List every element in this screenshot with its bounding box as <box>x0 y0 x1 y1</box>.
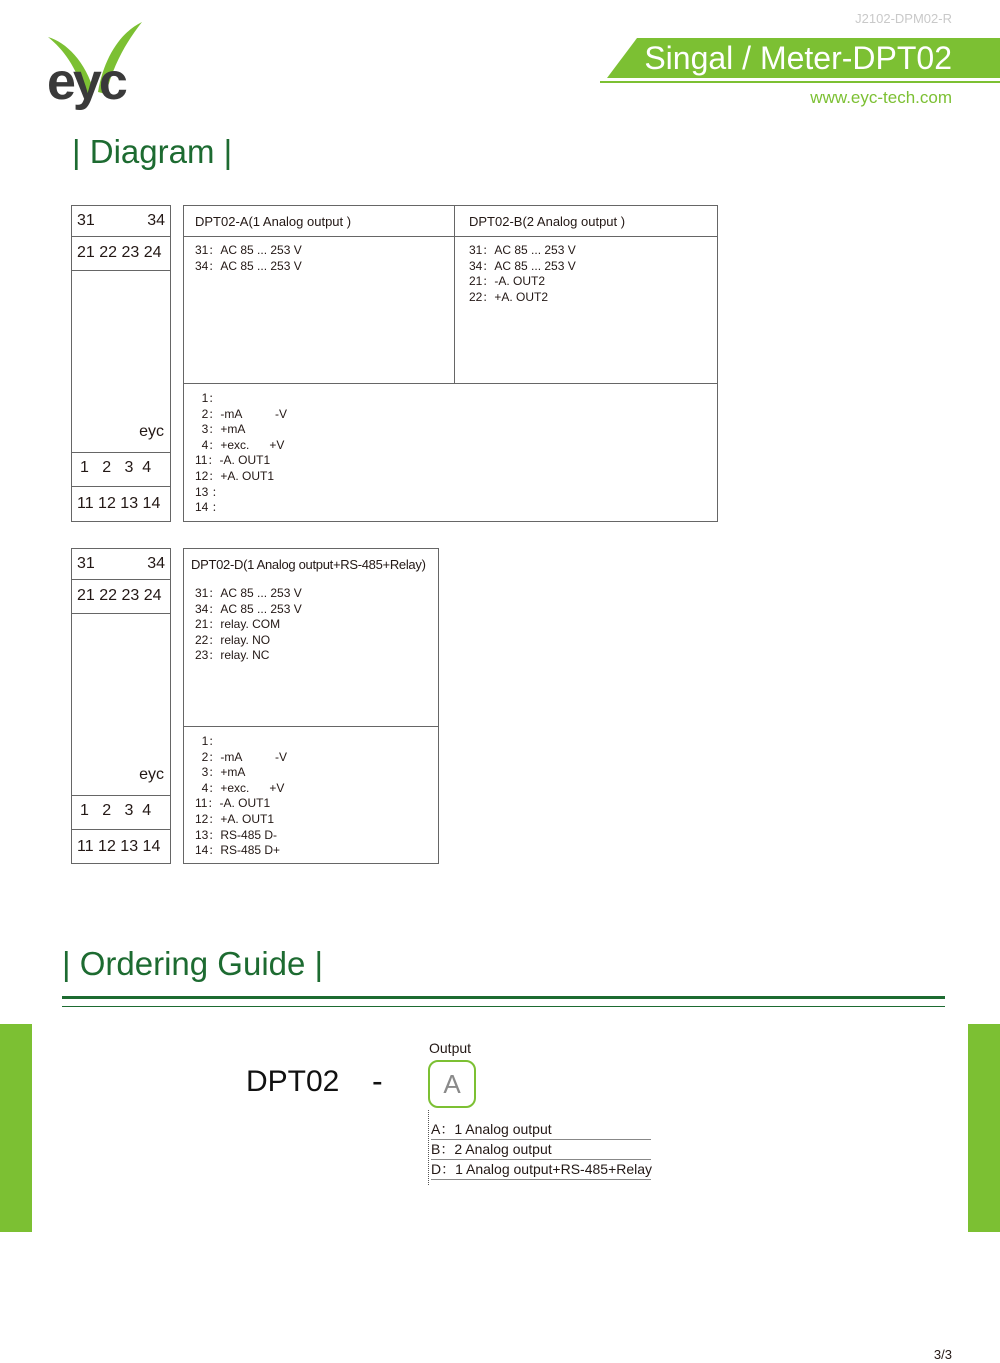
device-brand-label: eyc <box>139 423 164 440</box>
model-a-power-terminals: 31：AC 85 ... 253 V 34：AC 85 ... 253 V <box>195 243 302 273</box>
diagram-heading: | Diagram | <box>72 133 233 170</box>
wiring-table-d <box>183 548 439 864</box>
device-terminal-block-2 <box>71 548 171 864</box>
terminals-11-14: 11 12 13 14 <box>77 838 161 855</box>
logo-wordmark: eyc <box>47 53 125 111</box>
terminal-34: 34 <box>147 212 165 229</box>
divider <box>72 236 170 237</box>
terminals-1-4: 1 2 3 4 <box>80 459 152 476</box>
page-number: 3/3 <box>933 1347 952 1362</box>
terminals-11-14: 11 12 13 14 <box>77 495 161 512</box>
device-brand-label: eyc <box>139 766 164 783</box>
option-dotted-guide <box>428 1110 429 1185</box>
column-divider <box>454 206 455 384</box>
divider <box>72 452 170 453</box>
device-terminal-block-1 <box>71 205 171 522</box>
website-link[interactable]: www.eyc-tech.com <box>810 88 952 107</box>
terminal-31: 31 <box>77 555 95 572</box>
signal-terminals-list: 1： 2：-mA -V 3：+mA 4：+exc. +V 11：-A. OUT1 12：+A. OUT1 13：RS-485 D- 14：RS-485 D+ <box>195 734 288 858</box>
divider <box>184 383 717 384</box>
divider <box>72 795 170 796</box>
model-b-terminals: 31：AC 85 ... 253 V 34：AC 85 ... 253 V 21：-A. OUT2 22：+A. OUT2 <box>469 243 576 304</box>
ordering-guide-heading: | Ordering Guide | <box>62 945 324 982</box>
right-accent-bar <box>968 1024 1000 1232</box>
terminals-1-4: 1 2 3 4 <box>80 802 152 819</box>
divider <box>72 579 170 580</box>
title-rule <box>600 81 1000 83</box>
ordering-rule-thick <box>62 996 945 999</box>
document-code: J2102-DPM02-R <box>855 11 952 26</box>
model-d-header: DPT02-D(1 Analog output+RS-485+Relay) <box>191 557 426 572</box>
option-b: B：2 Analog output <box>431 1140 651 1160</box>
option-d: D：1 Analog output+RS-485+Relay <box>431 1160 651 1180</box>
divider <box>72 829 170 830</box>
divider <box>72 486 170 487</box>
model-a-header: DPT02-A(1 Analog output ) <box>195 214 352 229</box>
output-code-box: A <box>428 1060 476 1108</box>
output-label: Output <box>429 1040 472 1056</box>
divider <box>184 726 438 727</box>
divider <box>184 236 717 237</box>
wiring-table-ab <box>183 205 718 522</box>
model-d-terminals: 31：AC 85 ... 253 V 34：AC 85 ... 253 V 21：relay. COM 22：relay. NO 23：relay. NC <box>195 586 302 663</box>
divider <box>72 270 170 271</box>
model-name: DPT02 <box>246 1065 340 1098</box>
model-separator: - <box>372 1063 383 1099</box>
terminals-21-24: 21 22 23 24 <box>77 244 162 261</box>
model-b-header: DPT02-B(2 Analog output ) <box>469 214 626 229</box>
left-accent-bar <box>0 1024 32 1232</box>
page-title: Singal / Meter-DPT02 <box>644 40 952 76</box>
divider <box>72 613 170 614</box>
signal-terminals-list: 1： 2：-mA -V 3：+mA 4：+exc. +V 11：-A. OUT1 12：+A. OUT1 13 ： 14 ： <box>195 391 288 515</box>
ordering-rule-thin <box>62 1006 945 1007</box>
terminals-21-24: 21 22 23 24 <box>77 587 162 604</box>
terminal-34: 34 <box>147 555 165 572</box>
option-a: A：1 Analog output <box>431 1120 651 1140</box>
terminal-31: 31 <box>77 212 95 229</box>
